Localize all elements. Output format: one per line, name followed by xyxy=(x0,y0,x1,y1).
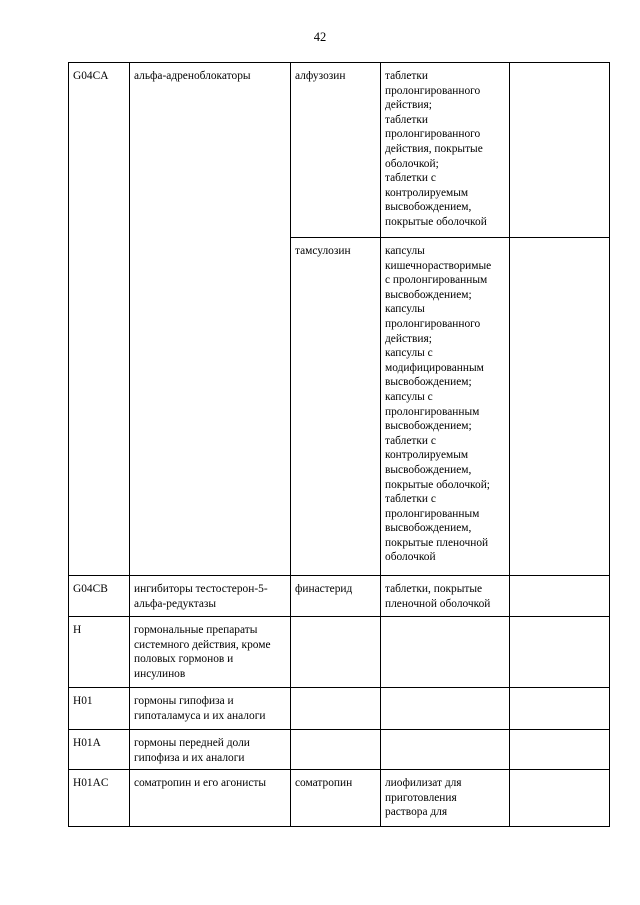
atc-code: H01AC xyxy=(73,777,109,790)
drug-name: алфузозин xyxy=(295,70,346,82)
table-row xyxy=(69,63,610,238)
atc-code-cell xyxy=(69,688,130,730)
form-cell xyxy=(381,770,510,827)
atc-code-cell xyxy=(69,63,130,576)
group-name: гормоны гипофиза и гипоталамуса и их аналоги xyxy=(134,695,266,722)
extra-cell xyxy=(510,617,610,688)
extra-cell xyxy=(510,770,610,827)
form-cell xyxy=(381,617,510,688)
drug-cell xyxy=(291,576,381,617)
table-row xyxy=(69,576,610,617)
group-name: гормоны передней доли гипофиза и их аналоги xyxy=(134,737,250,764)
form-cell xyxy=(381,238,510,576)
extra-cell xyxy=(510,238,610,576)
table-row xyxy=(69,730,610,770)
drug-cell xyxy=(291,617,381,688)
drug-name: соматропин xyxy=(295,777,353,790)
form-cell xyxy=(381,730,510,770)
atc-code-cell xyxy=(69,770,130,827)
atc-code: H xyxy=(73,624,82,636)
extra-cell xyxy=(510,63,610,238)
group-cell xyxy=(130,576,291,617)
drug-table xyxy=(68,62,610,827)
atc-code-cell xyxy=(69,617,130,688)
drug-cell xyxy=(291,730,381,770)
group-cell xyxy=(130,617,291,688)
drug-cell xyxy=(291,63,381,238)
extra-cell xyxy=(510,576,610,617)
group-name: альфа-адреноблокаторы xyxy=(134,70,251,82)
table-row xyxy=(69,688,610,730)
form-cell xyxy=(381,576,510,617)
atc-code: H01 xyxy=(73,695,93,707)
group-cell xyxy=(130,688,291,730)
group-cell xyxy=(130,730,291,770)
drug-name: тамсулозин xyxy=(295,245,351,257)
atc-code: G04CA xyxy=(73,70,109,82)
group-cell xyxy=(130,63,291,576)
extra-cell xyxy=(510,730,610,770)
form-cell xyxy=(381,688,510,730)
drug-cell xyxy=(291,770,381,827)
dosage-form: таблетки, покрытые пленочной оболочкой xyxy=(385,583,491,610)
drug-cell xyxy=(291,688,381,730)
page-number: 42 xyxy=(313,30,327,44)
dosage-form: лиофилизат для приготовления раствора для xyxy=(385,777,462,819)
table-row xyxy=(69,770,610,827)
group-name: ингибиторы тестостерон-5- альфа-редуктазы xyxy=(134,583,268,610)
atc-code: G04CB xyxy=(73,583,108,595)
group-cell xyxy=(130,770,291,827)
atc-code-cell xyxy=(69,576,130,617)
atc-code-cell xyxy=(69,730,130,770)
dosage-form: капсулы кишечнорастворимые с пролонгированным высвобождением; капсулы пролонгированного действия; капсулы с модифицированным высвобождением; капсулы с пролонгированным высвобождением; таблетки с контролируемым высвобождением, покрытые оболочкой; таблетки с пролонгированным высвобождением, покрытые пленочной оболочкой xyxy=(385,245,492,564)
extra-cell xyxy=(510,688,610,730)
drug-name: финастерид xyxy=(295,583,353,595)
dosage-form: таблетки пролонгированного действия; таблетки пролонгированного действия, покрытые оболочкой; таблетки с контролируемым высвобождением, покрытые оболочкой xyxy=(385,70,487,228)
atc-code: H01A xyxy=(73,737,101,749)
form-cell xyxy=(381,63,510,238)
group-name: соматропин и его агонисты xyxy=(134,777,267,790)
table-row xyxy=(69,617,610,688)
drug-cell xyxy=(291,238,381,576)
group-name: гормональные препараты системного действия, кроме половых гормонов и инсулинов xyxy=(134,624,271,680)
